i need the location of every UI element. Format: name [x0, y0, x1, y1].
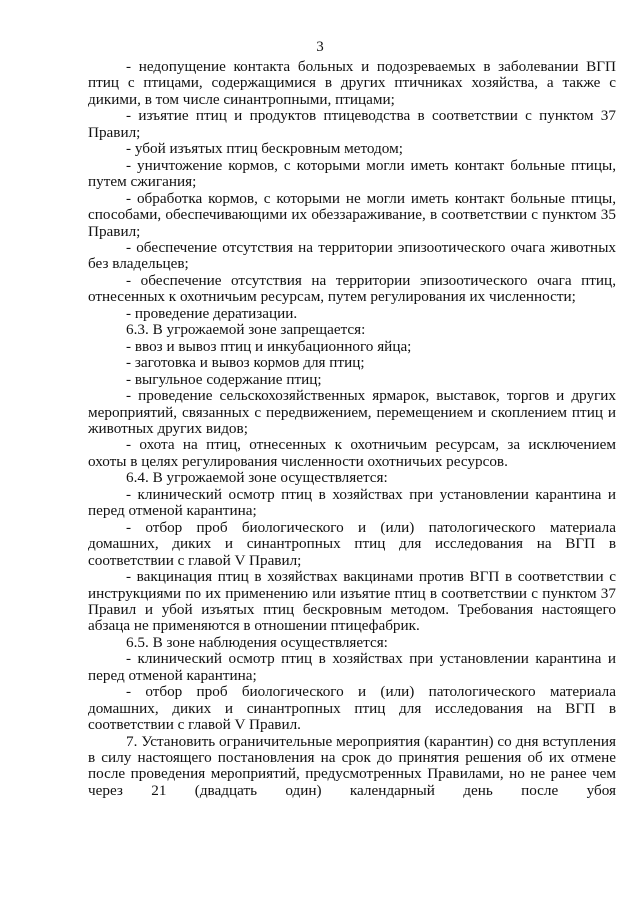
paragraph-import-export: - ввоз и вывоз птиц и инкубационного яйца; [126, 337, 412, 355]
paragraph-sampling-observation: - отбор проб биологического и (или) патологического материала домашних, диких и синантропных птиц для исследования на ВГП в соответствии с главой V Правил. [88, 683, 616, 734]
paragraph-hunting: - охота на птиц, отнесенных к охотничьим ресурсам, за исключением охоты в целях регулирования численности охотничьих ресурсов. [88, 436, 616, 470]
paragraph-item-7-quarantine: 7. Установить ограничительные мероприятия (карантин) со дня вступления в силу настоящего постановления на срок до принятия решения об их отмене после проведения мероприятий, предусмотренных Правилами, но не ранее чем через 21 (двадцать один) календарный день после убоя [88, 732, 616, 799]
paragraph-feed-procurement: - заготовка и вывоз кормов для птиц; [126, 354, 365, 372]
paragraph-sampling: - отбор проб биологического и (или) патологического материала домашних, диких и синантропных птиц для исследования на ВГП в соответствии с главой V Правил; [88, 518, 616, 569]
paragraph-isolation: - недопущение контакта больных и подозреваемых в заболевании ВГП птиц с птицами, содержащимися в других птичниках хозяйства, а также с дикими, в том числе синантропными, птицами; [88, 58, 616, 108]
paragraph-game-birds: - обеспечение отсутствия на территории эпизоотического очага птиц, отнесенных к охотничьим ресурсам, путем регулирования их численности; [88, 271, 616, 306]
paragraph-ownerless-animals: - обеспечение отсутствия на территории эпизоотического очага животных без владельцев; [88, 238, 616, 273]
paragraph-deratization: - проведение дератизации. [126, 304, 298, 322]
paragraph-vaccination: - вакцинация птиц в хозяйствах вакцинами против ВГП в соответствии с инструкциями по их применению или изъятие птиц в соответствии с пунктом 37 Правил и убой изъятых птиц бескровным методом. Требования настоящего абзаца не применяются в отношении птицефабрик. [88, 568, 616, 635]
paragraph-feed-treatment: - обработка кормов, с которыми не могли иметь контакт больные птицы, способами, обеспечивающими их обеззараживание, в соответствии с пунктом 35 Правил; [88, 189, 616, 240]
section-heading-6-5: 6.5. В зоне наблюдения осуществляется: [126, 633, 388, 651]
section-heading-6-3: 6.3. В угрожаемой зоне запрещается: [126, 321, 366, 339]
paragraph-clinical-inspection: - клинический осмотр птиц в хозяйствах при установлении карантина и перед отменой карантина; [88, 485, 616, 520]
page-number: 3 [316, 39, 324, 55]
document-body [88, 59, 616, 799]
paragraph-seizure: - изъятие птиц и продуктов птицеводства в соответствии с пунктом 37 Правил; [88, 107, 616, 141]
paragraph-feed-destruction: - уничтожение кормов, с которыми могли иметь контакт больные птицы, путем сжигания; [88, 156, 616, 191]
paragraph-clinical-inspection-observation: - клинический осмотр птиц в хозяйствах при установлении карантина и перед отменой карантина; [88, 650, 616, 684]
paragraph-free-range: - выгульное содержание птиц; [126, 370, 322, 388]
section-heading-6-4: 6.4. В угрожаемой зоне осуществляется: [126, 469, 388, 487]
paragraph-bloodless-slaughter: - убой изъятых птиц бескровным методом; [126, 140, 403, 158]
paragraph-fairs-exhibitions: - проведение сельскохозяйственных ярмарок, выставок, торгов и других мероприятий, связанных с передвижением, перемещением и скоплением птиц и животных других видов; [88, 387, 616, 437]
